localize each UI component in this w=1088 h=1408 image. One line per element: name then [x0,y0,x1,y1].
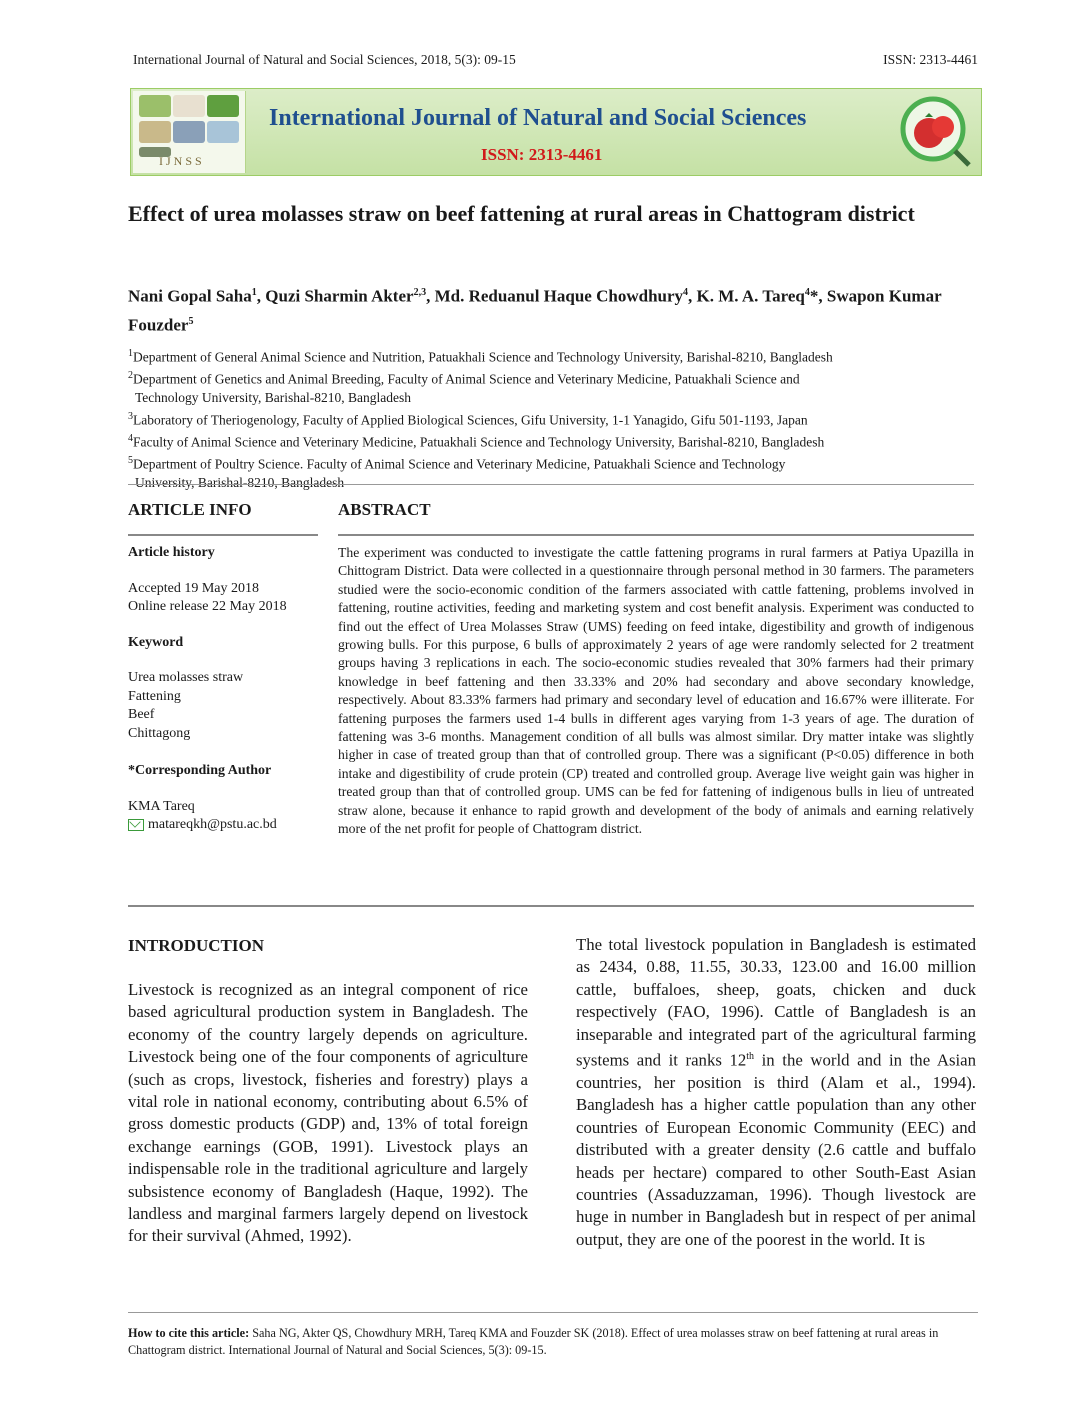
article-history-heading: Article history [128,545,215,560]
journal-banner-issn: ISSN: 2313-4461 [481,145,603,164]
affiliation-line [128,408,978,430]
author-name: Nani Gopal Saha [128,286,252,306]
author-separator: *, [809,286,823,306]
affiliation-marker: 1 [128,348,133,359]
author-name: Swapon Kumar Fouzder [128,286,942,335]
author-name: K. M. A. Tareq [696,286,805,306]
divider [128,534,318,536]
online-release-date: Online release 22 May 2018 [128,599,287,614]
affiliation-line [128,389,978,408]
divider [128,905,974,907]
affiliation-line [128,367,978,389]
introduction-left-column: Livestock is recognized as an integral component of rice based agricultural production system in Bangladesh. The economy of the country largely depends on agriculture. Livestock being one of the four components of agriculture (such as crops, livestock, fisheries and forestry) plays a vital role in national economy, contributing about 6.5% of gross domestic products (GDP) and, 13% of total foreign exchange earnings (GOB, 1991). Livestock plays an indispensable role in the traditional agriculture and largely subsistence economy of Bangladesh (Haque, 1992). The landless and marginal farmers largely depend on livestock for their survival (Ahmed, 1992). [128,980,528,1246]
introduction-right-column [576,934,976,1251]
corresponding-author-email-row[interactable] [128,816,318,835]
author-affiliation-marker: 4 [683,287,689,298]
abstract-heading: ABSTRACT [338,500,431,519]
author-list [128,280,988,337]
affiliation-text: Technology University, Barishal-8210, Bangladesh [135,390,411,405]
affiliation-marker: 5 [128,454,133,466]
affiliation-marker: 3 [128,410,133,422]
citation-text: Saha NG, Akter QS, Chowdhury MRH, Tareq KMA and Fouzder SK (2018). Effect of urea molasses straw on beef fattening at rural areas in Chattogram district. International Journal of Natural and Social Sciences, 5(3): 09-15. [128,1326,939,1357]
author-separator: , [426,286,435,306]
keyword-item: Urea molasses straw [128,670,244,685]
author-affiliation-marker: 5 [188,315,194,327]
author-affiliation-marker: 2,3 [413,287,427,298]
affiliation-marker: 2 [128,370,133,381]
author-affiliation-marker: 1 [251,287,257,298]
affiliation-text: Laboratory of Theriogenology, Faculty of Applied Biological Sciences, Gifu University, 1-1 Yanagido, Gifu 501-1193, Japan [133,412,808,427]
affiliation-marker: 4 [128,432,133,444]
running-header-issn: ISSN: 2313-4461 [883,52,978,67]
paper-title: Effect of urea molasses straw on beef fattening at rural areas in Chattogram district [128,201,915,226]
affiliations [128,345,978,492]
affiliation-line [128,430,978,452]
corresponding-author-email[interactable]: matareqkh@pstu.ac.bd [148,817,277,832]
ordinal-superscript: th [746,1051,755,1063]
keyword-heading: Keyword [128,634,184,650]
accepted-date: Accepted 19 May 2018 [128,580,260,596]
keyword-item: Fattening [128,688,181,704]
magnifier-tomato-icon [899,95,973,169]
journal-banner-title: International Journal of Natural and Social Sciences [269,105,807,131]
journal-banner [130,88,982,176]
affiliation-line [128,345,978,367]
journal-logo-collage [133,91,246,173]
introduction-right-text: The total livestock population in Bangladesh is estimated as 2434, 0.88, 11.55, 30.33, 123.00 and 16.00 million cattle, buffaloes, sheep, goats, chicken and duck respectively (FAO, 1996). Cattle of Bangladesh is an inseparable and integrated part of the agricultural farming systems and it ranks 12 [576,935,976,1070]
affiliation-line [128,452,978,474]
keyword-item: Chittagong [128,725,191,741]
corresponding-author-name: KMA Tareq [128,798,195,814]
author-affiliation-marker: 4 [804,287,810,298]
introduction-heading: INTRODUCTION [128,936,265,955]
logo-tag: IJNSS [159,154,205,168]
divider [128,1312,978,1313]
affiliation-text: Department of Genetics and Animal Breeding, Faculty of Animal Science and Veterinary Medicine, Patuakhali Science and [133,371,800,387]
affiliation-text: University, Barishal-8210, Bangladesh [135,474,345,490]
affiliation-text: Faculty of Animal Science and Veterinary Medicine, Patuakhali Science and Technology University, Barishal-8210, Bangladesh [133,434,825,449]
abstract-text: The experiment was conducted to investigate the cattle fattening programs in rural farmers at Patiya Upazilla in Chittogram District. Data were collected in a questionnaire through personal method in 30 farmers. The parameters studied were the socio-economic condition of the farmers associated with cattle fattening, problems involved in fattening, routine activities, feeding and marketing system and cost benefit analysis. Experiment was conducted to find out the effect of Urea Molasses Straw (UMS) feeding on feed intake, digestibility and growth of indigenous growing bulls. For this purpose, 6 bulls of approximately 2 years of age were randomly selected for 2 treatment groups having 3 replications in each. The socio-economic studies revealed that 30% farmers had their primary knowledge in beef fattening and then 33.33% and 20% had secondary and above secondary knowledge, respectively. About 83.33% farmers had primary and secondary level of education and 16.67% were illiterate. For fattening purposes the farmers used 1-4 bulls in different ages varying from 1-3 years of age. The duration of fattening was 3-6 months. Management condition of all bulls was almost similar. Dry matter intake was slightly higher in case of treated group than that of controlled group. There was a significant (P<0.05) difference in both intake and digestibility of crude protein (CP) treated and controlled group. Average live weight gain was higher in treated group than that of controlled group. UMS can be fed for fattening of indigenous bulls in lieu of untreated straw alone, because it enhance to rapid growth and development of the body of animals and earning relatively more of the net profit for people of Chattogram district. [338,545,974,837]
citation-label: How to cite this article: [128,1326,250,1340]
envelope-icon [128,819,144,831]
author-separator: , [256,286,266,306]
corresponding-author-heading: *Corresponding Author [128,763,272,778]
introduction-right-text-cont: in the world and in the Asian countries, her position is third (Alam et al., 1994). Bangladesh has a higher cattle population than any other countries of European Economic Community (EEC) and distributed with a greater density (2.6 cattle and buffalo heads per hectare) compared to other South-East Asian countries (Assaduzzaman, 1996). Though livestock are huge in number in Bangladesh but in respect of per animal output, they are one of the poorest in the world. It is [576,1050,976,1249]
affiliation-text: Department of Poultry Science. Faculty of Animal Science and Veterinary Medicine, Patuakhali Science and Technology [133,456,786,471]
running-header-journal-ref: International Journal of Natural and Social Sciences, 2018, 5(3): 09-15 [133,52,516,67]
affiliation-line [128,474,978,493]
divider [128,484,974,485]
article-info-heading: ARTICLE INFO [128,500,252,519]
author-separator: , [688,286,697,306]
author-name: Quzi Sharmin Akter [265,286,414,306]
article-history [128,544,318,835]
affiliation-text: Department of General Animal Science and Nutrition, Patuakhali Science and Technology University, Barishal-8210, Bangladesh [133,349,833,365]
keyword-item: Beef [128,707,155,722]
divider [338,534,974,536]
author-name: Md. Reduanul Haque Chowdhury [434,286,684,306]
citation-footer [128,1325,978,1358]
